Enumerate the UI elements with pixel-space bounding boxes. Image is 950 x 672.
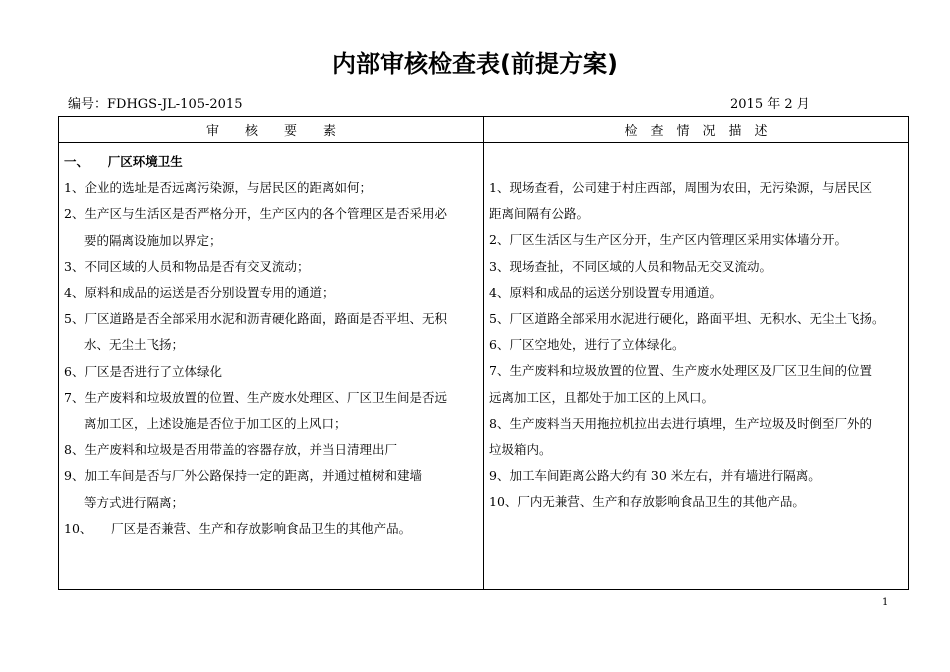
audit-item-text: 8、生产废料和垃圾是否用带盖的容器存放，并当日清理出厂 [64,442,397,458]
description-line: 8、生产废料当天用拖拉机拉出去进行填埋，生产垃圾及时倒至厂外的 [489,415,872,431]
document-title: 内部审核检查表(前提方案) [332,50,618,78]
audit-item-continuation: 要的隔离设施加以界定； [84,232,222,248]
description-line: 远离加工区，且都处于加工区的上风口。 [489,389,715,405]
description-line: 9、加工车间距离公路大约有 30 米左右，并有墙进行隔离。 [489,468,821,484]
audit-item-text: 3、不同区域的人员和物品是否有交叉流动； [64,258,310,274]
table-header-row [59,117,909,143]
description-line: 6、厂区空地处，进行了立体绿化。 [489,337,685,353]
audit-item [64,306,478,358]
audit-item-text: 5、厂区道路是否全部采用水泥和沥青硬化路面，路面是否平坦、无积 [64,311,447,327]
audit-item-continuation: 等方式进行隔离； [84,494,185,510]
right-column-header: 检 查 情 况 描 述 [484,117,909,143]
audit-item-continuation: 离加工区，上述设施是否位于加工区的上风口； [84,416,347,432]
audit-item-text: 1、企业的选址是否远离污染源，与居民区的距离如何； [64,180,372,196]
audit-item [64,516,478,542]
page-number: 1 [882,597,889,608]
left-column-header: 审 核 要 素 [59,117,484,143]
audit-item [64,201,478,253]
document-code: 编号：FDHGS-JL-105-2015 [68,97,243,112]
audit-item [64,254,478,280]
document-date: 2015 年 2 月 [730,97,810,112]
audit-item-text: 6、厂区是否进行了立体绿化 [64,363,222,379]
audit-item [64,437,478,463]
description-line: 1、现场查看，公司建于村庄西部，周围为农田，无污染源，与居民区 [489,180,872,195]
audit-item-continuation: 水、无尘土飞扬； [84,337,185,353]
description-line: 垃圾箱内。 [489,442,552,458]
audit-item-text: 2、生产区与生活区是否严格分开，生产区内的各个管理区是否采用必 [64,206,447,222]
description-line: 10、厂内无兼营、生产和存放影响食品卫生的其他产品。 [489,494,805,510]
description-line: 5、厂区道路全部采用水泥进行硬化，路面平坦、无积水、无尘土飞扬。 [489,311,885,327]
audit-item [64,280,478,306]
audit-item [64,385,478,437]
inspection-description-cell [484,143,909,590]
description-line: 3、现场查扯，不同区域的人员和物品无交叉流动。 [489,258,772,274]
section-spacer [489,149,903,175]
description-line: 距离间隔有公路。 [489,206,590,222]
section-heading: 一、 厂区环境卫生 [64,154,183,169]
audit-item-text: 10、 厂区是否兼营、生产和存放影响食品卫生的其他产品。 [64,520,412,536]
audit-item-text: 7、生产废料和垃圾放置的位置、生产废水处理区、厂区卫生间是否远 [64,389,447,405]
audit-elements-cell [59,143,484,590]
description-line: 2、厂区生活区与生产区分开，生产区内管理区采用实体墙分开。 [489,232,847,248]
audit-item-text: 4、原料和成品的运送是否分别设置专用的通道； [64,285,335,301]
audit-item [64,175,478,201]
table-body-row [59,143,909,590]
audit-table [58,116,909,590]
audit-item [64,359,478,385]
description-line: 4、原料和成品的运送分别设置专用通道。 [489,284,722,300]
description-line: 7、生产废料和垃圾放置的位置、生产废水处理区及厂区卫生间的位置 [489,363,872,379]
audit-item-text: 9、加工车间是否与厂外公路保持一定的距离，并通过植树和建墙 [64,468,422,484]
audit-item [64,463,478,515]
